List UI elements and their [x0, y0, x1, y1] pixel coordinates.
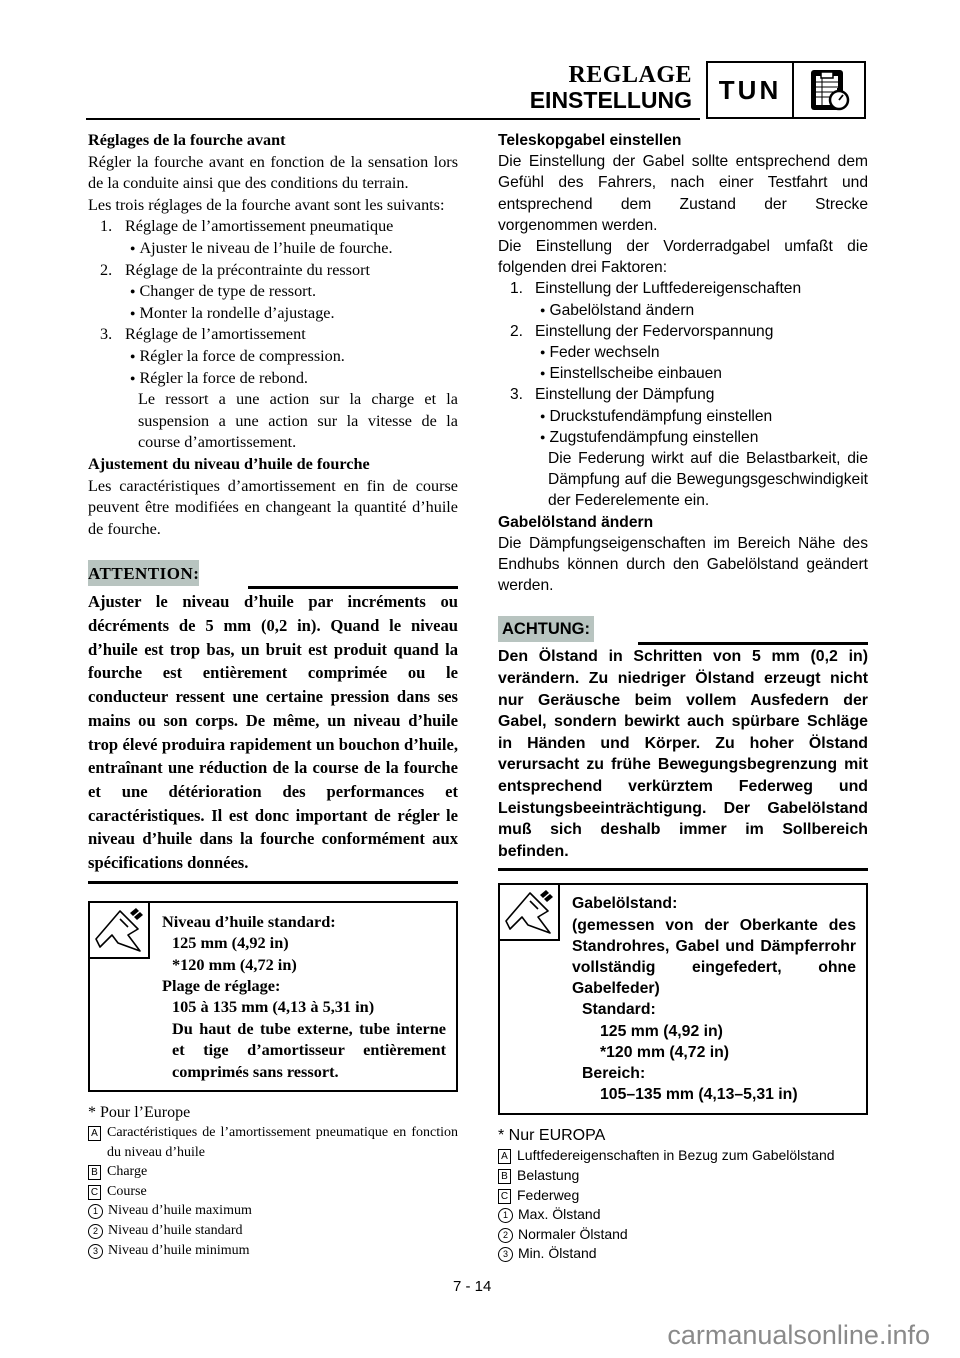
section-code: TUN: [708, 63, 794, 117]
fr-spec-value: 125 mm (4,92 in): [172, 933, 289, 953]
de-warning-rule: [638, 642, 868, 645]
fr-step-bullet: ● Régler la force de compression.: [88, 346, 458, 368]
de-spec-value-europe: *120 mm (4,72 in): [600, 1043, 730, 1061]
legend-key-square: A: [88, 1126, 101, 1141]
clipboard-stopwatch-icon: [794, 63, 864, 117]
fr-intro-paragraph-2: Les trois réglages de la fourche avant sont les suivants:: [88, 195, 445, 214]
fr-step-bullet: ● Régler la force de rebond.: [88, 368, 458, 390]
de-intro-paragraph-2: Die Einstellung der Vorderradgabel umfaßt die folgenden drei Faktoren:: [498, 238, 868, 277]
legend-key-circle: 1: [88, 1204, 103, 1219]
legend-item: C Course: [88, 1182, 458, 1202]
de-step: 1. Einstellung der Luftfedereigenschaften: [510, 280, 802, 298]
de-footnote: * Nur EUROPA: [498, 1127, 606, 1145]
fr-intro-paragraph: Régler la fourche avant en fonction de la sensation lors de la conduite ainsi que des conditions du terrain.: [88, 152, 458, 193]
de-spec-range-value: 105–135 mm (4,13–5,31 in): [600, 1086, 798, 1104]
section-badge: [706, 61, 866, 119]
header-rule: [86, 118, 700, 120]
fr-step: 1. Réglage de l’amortissement pneumatique: [100, 217, 394, 236]
de-spec-value: 125 mm (4,92 in): [600, 1022, 723, 1040]
de-oil-level-paragraph: Die Dämpfungseigenschaften im Bereich Nähe des Endhubs können durch den Gabelölstand geändert werden.: [498, 534, 868, 595]
fr-oil-level-paragraph: Les caractéristiques d’amortissement en fin de course peuvent être modifiées en changeant la quantité d’huile de fourche.: [88, 476, 458, 538]
fr-heading-fork-settings: Réglages de la fourche avant: [88, 131, 286, 149]
caliper-icon: [498, 883, 560, 941]
de-spec-title: Gabelölstand:: [572, 895, 678, 913]
legend-key-square: B: [88, 1165, 101, 1180]
fr-spec-value-europe: *120 mm (4,72 in): [172, 954, 297, 974]
de-step-bullet: ● Druckstufendämpfung einstellen: [498, 406, 868, 427]
legend-item: B Belastung: [498, 1166, 868, 1186]
legend-item: 3 Min. Ölstand: [498, 1244, 868, 1264]
de-legend: [498, 1125, 868, 1264]
legend-item: A Caractéristiques de l’amortissement pneumatique en fonction du niveau d’huile: [88, 1123, 458, 1162]
legend-item: C Federweg: [498, 1186, 868, 1206]
fr-warning-text: Ajuster le niveau d’huile par incréments ou décréments de 5 mm (0,2 in). Quand le niveau d’huile est trop bas, un bruit est produit quand la fourche est entièrement comprimée ou le conducteur ressent une certaine pression dans ses mains ou son corps. De même, un niveau d’huile trop élevé produira rapidement un bouchon d’huile, entraînant une réduction de la course de la fourche et une détérioration des performances et caractéristiques. Il est donc important de régler le niveau d’huile dans la fourche conformément aux spécifications données.: [88, 592, 458, 873]
fr-warning-rule: [248, 586, 458, 589]
de-spec-box: [498, 883, 868, 1115]
fr-warning-label: ATTENTION:: [88, 560, 199, 586]
fr-legend: [88, 1102, 458, 1260]
de-warning-text: Den Ölstand in Schritten von 5 mm (0,2 in) verändern. Zu niedriger Ölstand erzeugt nicht nur Geräusche beim vollem Ausfedern der Gabel, sondern bewirkt auch spürbare Schläge in Händen und Körper. Zu hoher Ölstand verursacht zu frühe Bewegungsbegrenzung mit entsprechend verkürztem Federweg und Leistungsbeeinträchtigung. Der Gabelölstand muß sich deshalb immer im Sollbereich befinden.: [498, 648, 868, 860]
fr-spec-note: Du haut de tube externe, tube interne et tige d’amortisseur entièrement comprimés sans ressort.: [172, 1018, 446, 1081]
legend-key-square: C: [498, 1189, 511, 1204]
german-column: [498, 130, 868, 1264]
de-step: 3. Einstellung der Dämpfung: [510, 386, 715, 404]
de-step-bullet: ● Einstellscheibe einbauen: [498, 363, 868, 384]
de-spec-range-label: Bereich:: [582, 1065, 646, 1083]
fr-spec-range-label: Plage de réglage:: [162, 975, 281, 995]
legend-key-circle: 1: [498, 1208, 513, 1223]
de-warning-end-rule: [498, 868, 868, 871]
fr-warning-end-rule: [88, 881, 458, 884]
watermark[interactable]: carmanualsonline.info: [667, 1320, 930, 1350]
legend-item: 3 Niveau d’huile minimum: [88, 1241, 458, 1261]
fr-spec-title: Niveau d’huile standard:: [162, 911, 336, 931]
de-step-bullet: ● Gabelölstand ändern: [498, 300, 868, 321]
de-spec-standard-label: Standard:: [582, 1001, 656, 1019]
de-step: 2. Einstellung der Federvorspannung: [510, 322, 774, 340]
legend-item: A Luftfedereigenschaften in Bezug zum Gabelölstand: [498, 1146, 868, 1166]
de-steps-list: [498, 278, 868, 511]
header-title-de: EINSTELLUNG: [529, 87, 692, 113]
header-title-fr: REGLAGE: [568, 62, 692, 88]
legend-key-circle: 2: [88, 1224, 103, 1239]
de-steps-note: Die Federung wirkt auf die Belastbarkeit, die Dämpfung auf die Bewegungsgeschwindigkeit der Federelemente ein.: [548, 450, 868, 510]
fr-step-bullet: ● Ajuster le niveau de l’huile de fourche.: [88, 238, 458, 260]
fr-spec-range-value: 105 à 135 mm (4,13 à 5,31 in): [172, 997, 375, 1017]
fr-steps-list: [88, 216, 458, 454]
de-step-bullet: ● Zugstufendämpfung einstellen: [498, 427, 868, 448]
fr-steps-note: Le ressort a une action sur la charge et la suspension a une action sur la vitesse de la course d’amortissement.: [138, 390, 458, 452]
fr-step: 2. Réglage de la précontrainte du ressort: [100, 260, 370, 279]
legend-item: 2 Normaler Ölstand: [498, 1225, 868, 1245]
legend-key-circle: 3: [88, 1244, 103, 1259]
page-number: 7 - 14: [453, 1278, 492, 1295]
legend-key-square: B: [498, 1169, 511, 1184]
legend-key-square: C: [88, 1185, 101, 1200]
fr-step: 3. Réglage de l’amortissement: [100, 325, 306, 344]
legend-item: 1 Niveau d’huile maximum: [88, 1201, 458, 1221]
legend-key-square: A: [498, 1149, 511, 1164]
de-intro-paragraph: Die Einstellung der Gabel sollte entsprechend dem Gefühl des Fahrers, nach einer Testfahrt und entsprechend dem Zustand der Strecke vorgenommen werden.: [498, 153, 868, 234]
legend-item: B Charge: [88, 1162, 458, 1182]
de-step-bullet: ● Feder wechseln: [498, 342, 868, 363]
de-spec-condition: (gemessen von der Oberkante des Standrohres, Gabel und Dämpferrohr vollständig eingefedert, ohne Gabelfeder): [572, 916, 856, 998]
de-warning-header: [498, 616, 868, 646]
legend-item: 2 Niveau d’huile standard: [88, 1221, 458, 1241]
caliper-icon: [88, 901, 150, 959]
fr-spec-box: [88, 901, 458, 1092]
fr-heading-oil-level: Ajustement du niveau d’huile de fourche: [88, 454, 370, 473]
french-column: [88, 130, 458, 1260]
fr-footnote: * Pour l’Europe: [88, 1103, 191, 1121]
legend-item: 1 Max. Ölstand: [498, 1205, 868, 1225]
fr-step-bullet: ● Monter la rondelle d’ajustage.: [88, 303, 458, 325]
legend-key-circle: 3: [498, 1247, 513, 1262]
de-heading-fork-settings: Teleskopgabel einstellen: [498, 132, 682, 149]
legend-key-circle: 2: [498, 1228, 513, 1243]
fr-step-bullet: ● Changer de type de ressort.: [88, 281, 458, 303]
fr-warning-header: [88, 560, 458, 590]
de-heading-oil-level: Gabelölstand ändern: [498, 513, 654, 531]
de-warning-label: ACHTUNG:: [498, 616, 594, 642]
